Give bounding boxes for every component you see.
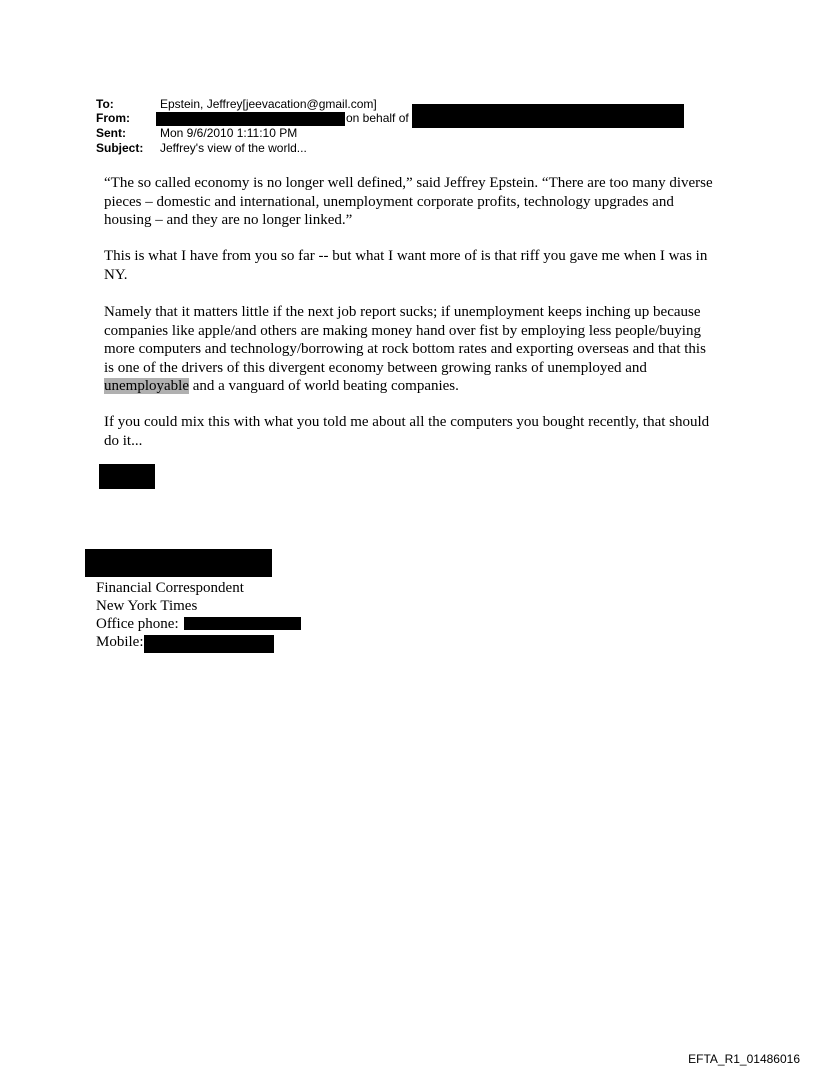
- signature-title: Financial Correspondent: [96, 580, 244, 596]
- body-paragraph-4: [104, 413, 716, 450]
- to-label: To:: [96, 97, 114, 111]
- paragraph-2-text: This is what I have from you so far -- but what I want more of is that riff you gave me when I was in NY.: [104, 248, 708, 283]
- signature-office-label: Office phone:: [96, 616, 179, 632]
- body-paragraph-2: [104, 247, 716, 284]
- paragraph-3-text: [104, 303, 716, 396]
- from-behalf-text: on behalf of: [346, 111, 409, 125]
- redaction-signature-name: [85, 549, 272, 577]
- redaction-mobile-phone: [144, 635, 274, 653]
- redaction-office-phone: [184, 617, 301, 630]
- from-label: From:: [96, 111, 130, 125]
- body-paragraph-1: [104, 174, 716, 230]
- paragraph-3-after: and a vanguard of world beating companies.: [188, 378, 459, 394]
- redaction-from-address: [156, 112, 345, 126]
- redaction-sender-initial: [99, 464, 155, 489]
- body-paragraph-3: [104, 303, 716, 396]
- signature-mobile-label: Mobile:: [96, 634, 144, 650]
- to-value: Epstein, Jeffrey[jeevacation@gmail.com]: [160, 97, 377, 111]
- paragraph-1-text: “The so called economy is no longer well defined,” said Jeffrey Epstein. “There are too many diverse pieces – domestic and international, unemployment corporate profits, technology upgrades and housing – and they are no longer linked.”: [104, 175, 713, 228]
- subject-label: Subject:: [96, 141, 144, 155]
- document-id: EFTA_R1_01486016: [688, 1052, 800, 1066]
- signature-org: New York Times: [96, 598, 198, 614]
- paragraph-4-text: If you could mix this with what you told me about all the computers you bought recently, that should do it...: [104, 414, 710, 449]
- subject-value: Jeffrey's view of the world...: [160, 141, 307, 155]
- sent-label: Sent:: [96, 126, 126, 140]
- highlighted-word: unemployable: [104, 378, 189, 394]
- paragraph-3-before: Namely that it matters little if the next job report sucks; if unemployment keeps inching up because companies like apple/and others are making money hand over fist by employing less people/buying more computers and technology/borrowing at rock bottom rates and exporting overseas and that this is one of the drivers of this divergent economy between growing ranks of unemployed and: [104, 304, 706, 376]
- redaction-from-name: [412, 104, 684, 128]
- sent-value: Mon 9/6/2010 1:11:10 PM: [160, 126, 298, 140]
